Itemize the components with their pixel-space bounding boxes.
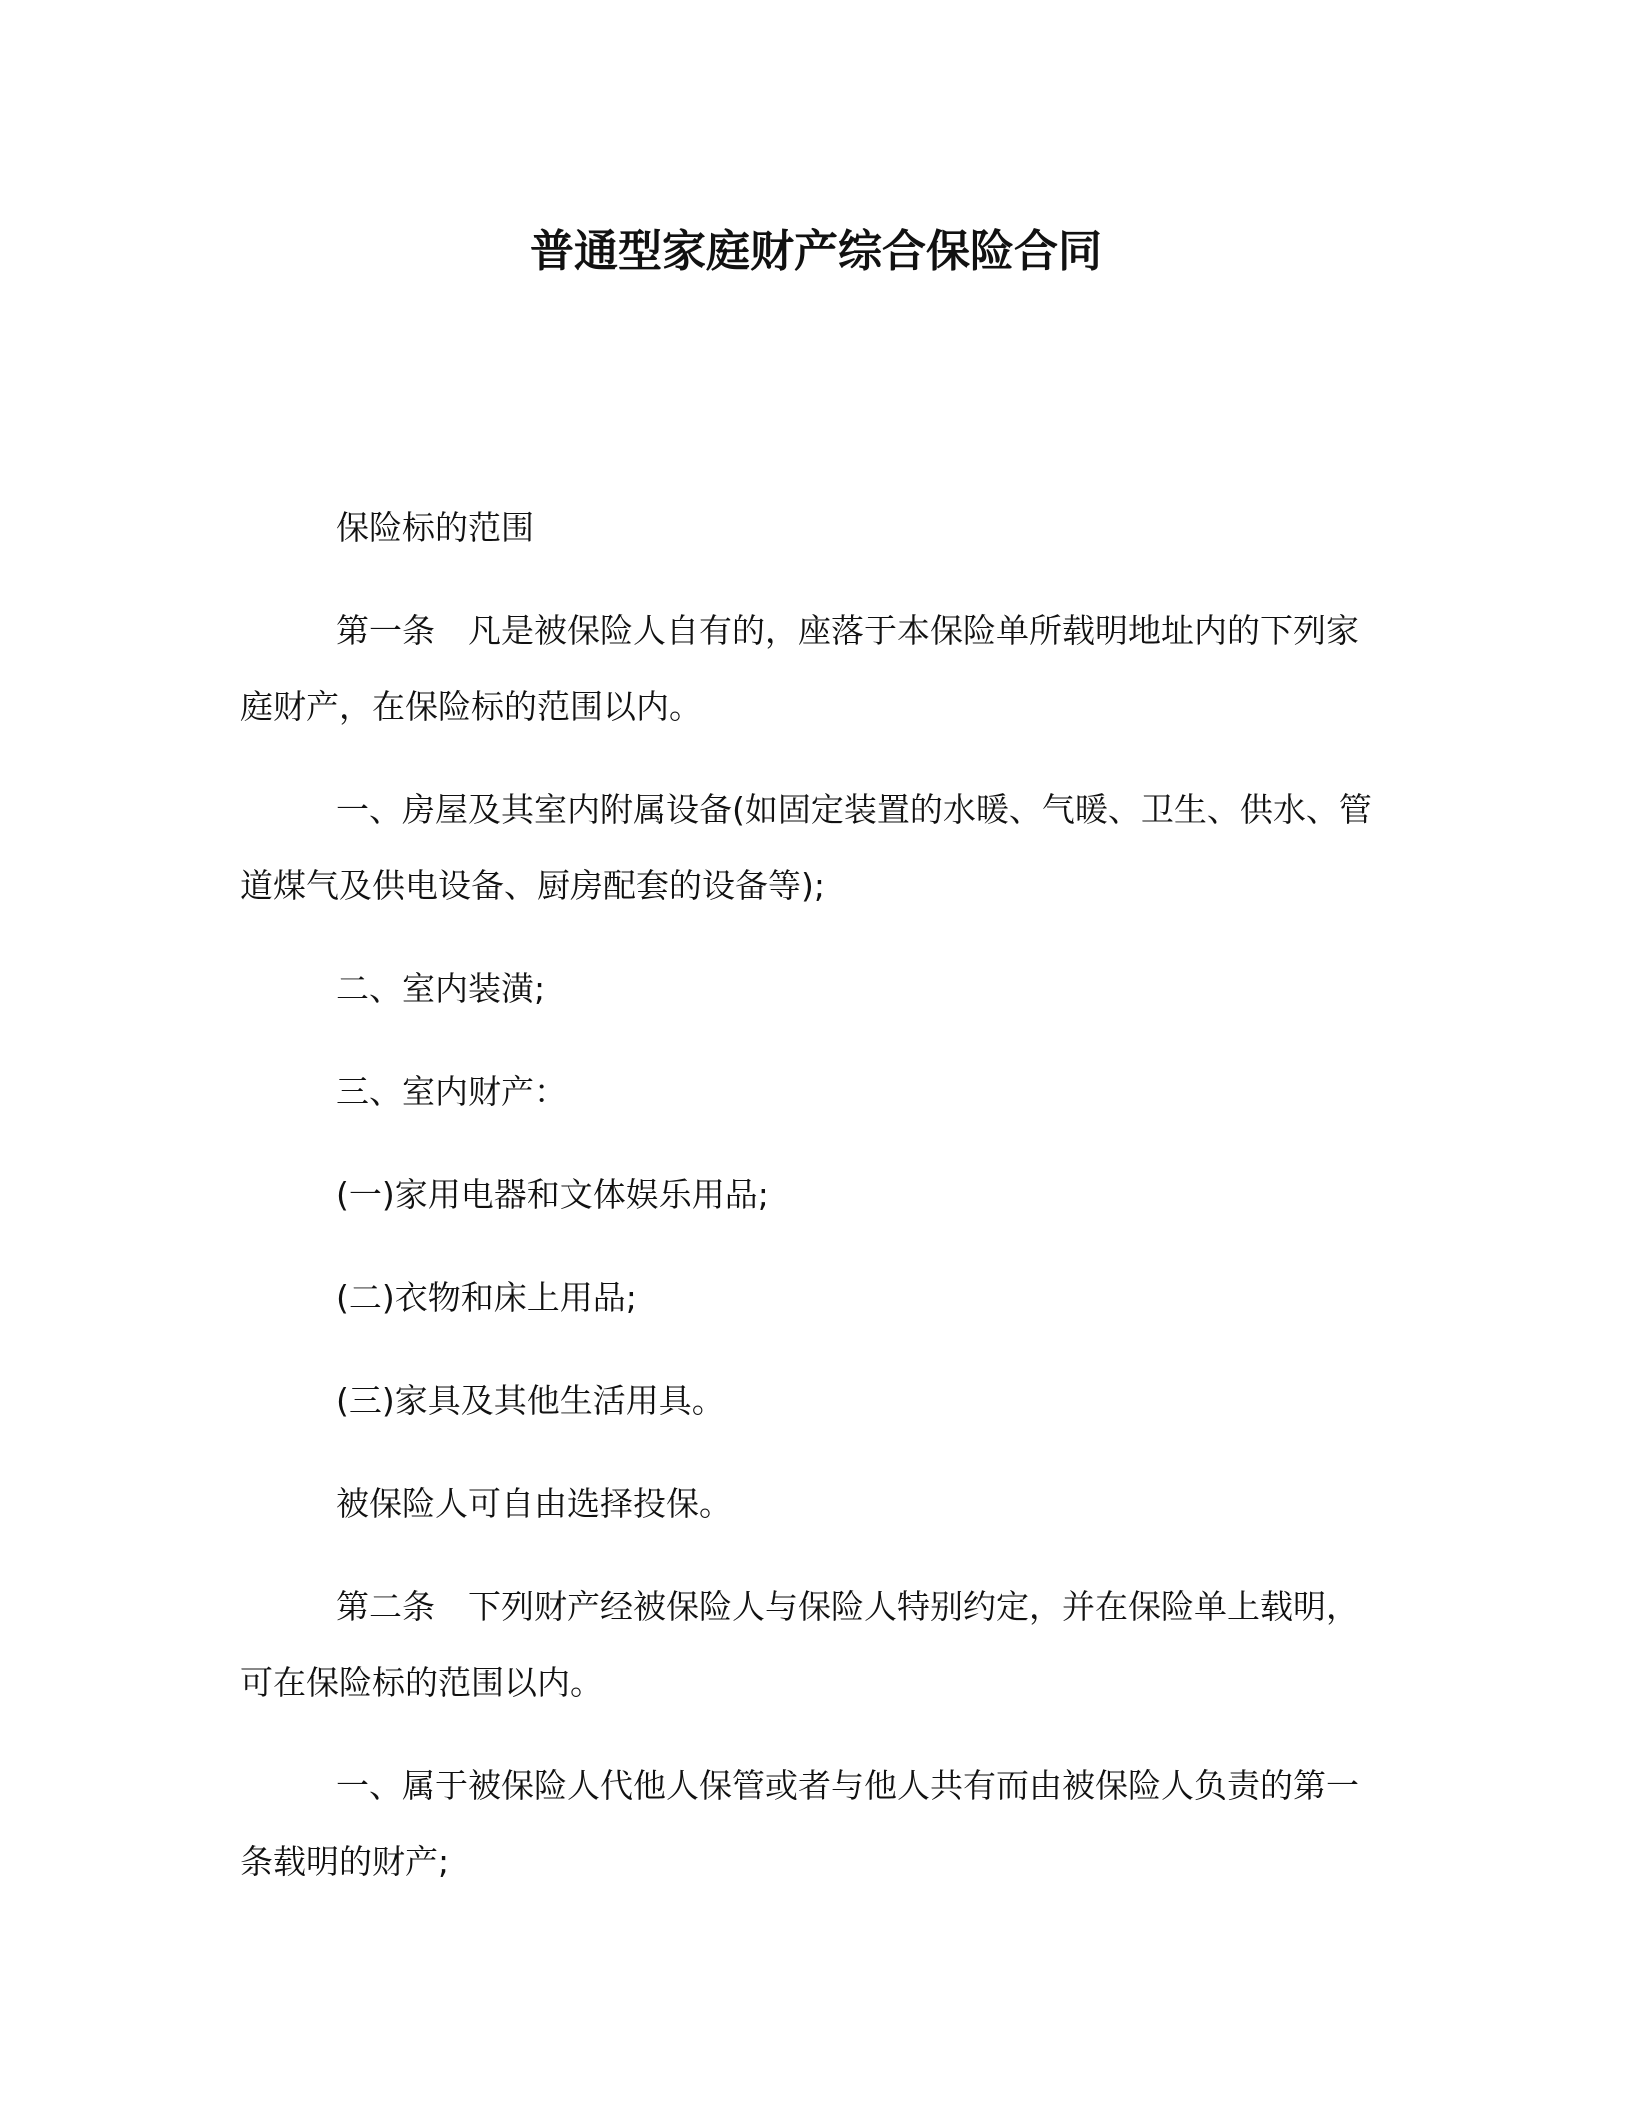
document-title: 普通型家庭财产综合保险合同 — [530, 226, 1102, 277]
article-1-item-1: 一、房屋及其室内附属设备(如固定装置的水暖、气暖、卫生、供水、管道煤气及供电设备、厨房配套的设备等); — [240, 790, 1372, 905]
article-1-note: 被保险人可自由选择投保。 — [336, 1484, 732, 1523]
article-1-subitem-3: (三)家具及其他生活用具。 — [336, 1381, 725, 1420]
article-2-item-1: 一、属于被保险人代他人保管或者与他人共有而由被保险人负责的第一条载明的财产; — [240, 1766, 1359, 1881]
document-body — [240, 490, 1388, 1927]
article-1-subitem-1: (一)家用电器和文体娱乐用品; — [336, 1175, 769, 1214]
article-1: 第一条 凡是被保险人自有的，座落于本保险单所载明地址内的下列家庭财产，在保险标的范围以内。 — [240, 611, 1359, 726]
article-1-item-2: 二、室内装潢; — [336, 969, 546, 1008]
article-2: 第二条 下列财产经被保险人与保险人特别约定，并在保险单上载明，可在保险标的范围以内。 — [240, 1587, 1359, 1702]
article-1-item-3: 三、室内财产： — [336, 1072, 567, 1111]
section-heading: 保险标的范围 — [336, 508, 534, 547]
article-1-subitem-2: (二)衣物和床上用品; — [336, 1278, 637, 1317]
